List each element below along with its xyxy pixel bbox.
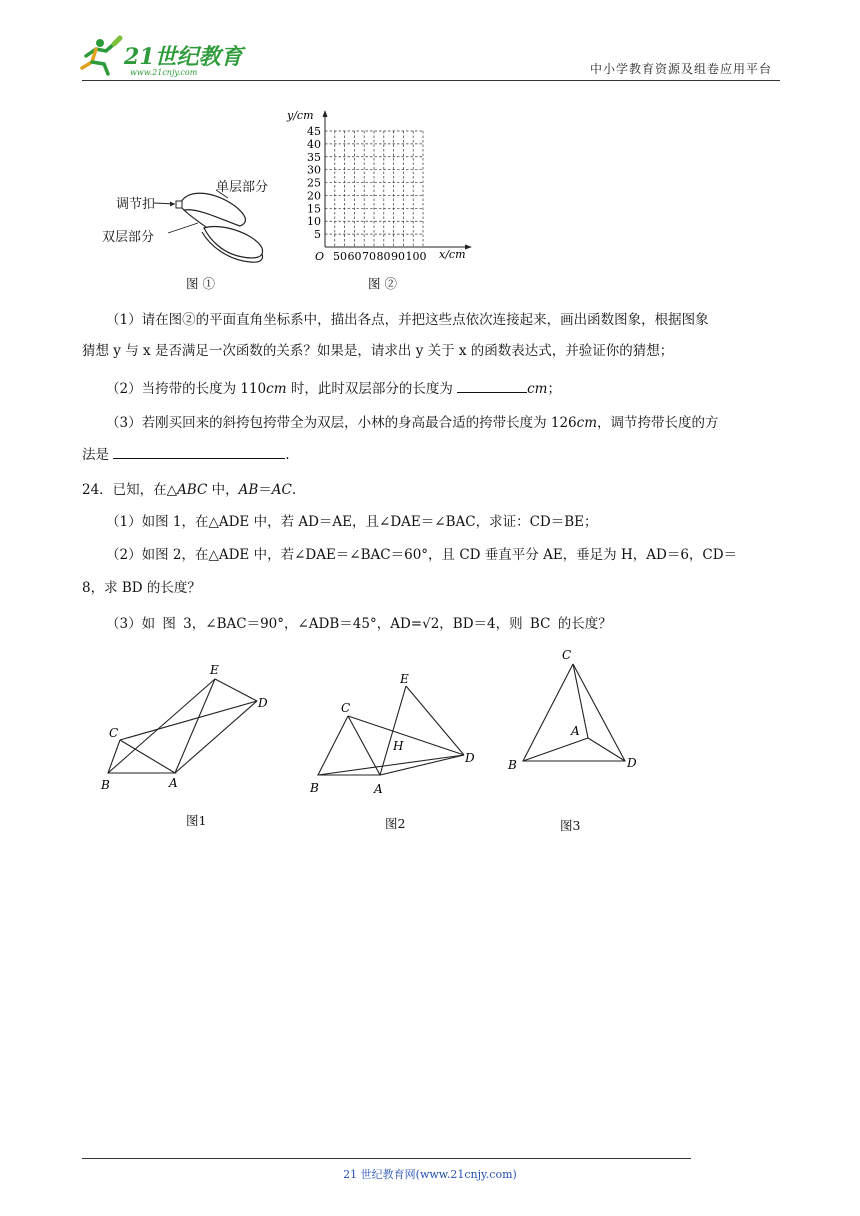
svg-text:A: A bbox=[374, 782, 383, 796]
footer-text: 21 世纪教育网(www.21cnjy.com) bbox=[343, 1168, 517, 1181]
platform-tagline: 中小学教育资源及组卷应用平台 bbox=[589, 62, 772, 76]
svg-text:C: C bbox=[109, 726, 119, 740]
triangle-figure-2 bbox=[300, 668, 490, 803]
y-tick-label: 5 bbox=[314, 228, 321, 242]
q23-part3-line1: （3）若刚买回来的斜挎包挎带全为双层，小林的身高最合适的挎带长度为 126cm，调节挎带长度的方 bbox=[106, 415, 719, 431]
svg-text:C: C bbox=[562, 648, 572, 662]
x-tick-label: 100 bbox=[405, 250, 427, 263]
answer-blank-3[interactable] bbox=[113, 444, 285, 459]
svg-text:www.21cnjy.com: www.21cnjy.com bbox=[130, 68, 198, 77]
triangle-figure-3 bbox=[500, 643, 650, 778]
site-logo bbox=[78, 34, 253, 78]
caption-fig1: 图1 bbox=[186, 813, 207, 828]
svg-text:E: E bbox=[210, 663, 219, 677]
svg-text:A: A bbox=[169, 776, 178, 790]
label-double-layer: 双层部分 bbox=[102, 230, 155, 245]
y-tick-label: 40 bbox=[307, 137, 321, 151]
svg-text:B: B bbox=[310, 781, 319, 795]
figure-3 bbox=[500, 643, 650, 778]
caption-fig3: 图3 bbox=[560, 818, 581, 833]
q23-part2: （2）当挎带的长度为 110cm 时，此时双层部分的长度为 cm； bbox=[106, 378, 561, 399]
svg-text:B: B bbox=[101, 778, 110, 792]
caption-fig2: 图2 bbox=[385, 816, 406, 831]
svg-text:y/cm: y/cm bbox=[287, 109, 314, 122]
caption-figure-2: 图 ② bbox=[368, 276, 397, 291]
x-tick-label: 50 bbox=[333, 250, 347, 263]
x-tick-label: 60 bbox=[347, 250, 362, 263]
svg-text:B: B bbox=[508, 758, 517, 772]
svg-text:C: C bbox=[341, 701, 351, 715]
q24-part2-line1: （2）如图 2，在△ADE 中，若∠DAE＝∠BAC＝60°，且 CD 垂直平分 AE，垂足为 H，AD＝6，CD＝ bbox=[106, 547, 738, 563]
q23-part3-line2: 法是 . bbox=[82, 444, 290, 465]
q24-intro: 24．已知，在△ABC 中，AB＝AC. bbox=[82, 482, 297, 498]
header-divider bbox=[82, 80, 780, 81]
q23-part1-line2: 猜想 y 与 x 是否满足一次函数的关系？如果是，请求出 y 关于 x 的函数表达式，并验证你的猜想； bbox=[82, 343, 674, 359]
triangle-figure-1 bbox=[95, 655, 280, 795]
svg-text:D: D bbox=[258, 696, 268, 710]
figure-2 bbox=[300, 668, 490, 803]
svg-text:21世纪教育: 21世纪教育 bbox=[124, 44, 243, 70]
svg-text:D: D bbox=[465, 751, 475, 765]
footer-divider bbox=[82, 1158, 691, 1159]
coordinate-grid bbox=[285, 105, 485, 270]
y-tick-label: 45 bbox=[307, 125, 321, 138]
x-tick-label: 80 bbox=[376, 250, 391, 263]
runner-logo-icon bbox=[78, 34, 253, 78]
label-single-layer: 单层部分 bbox=[216, 180, 269, 195]
y-tick-label: 30 bbox=[307, 163, 321, 177]
svg-text:E: E bbox=[400, 672, 409, 686]
svg-text:D: D bbox=[627, 756, 637, 770]
svg-text:O: O bbox=[315, 250, 325, 263]
label-buckle: 调节扣 bbox=[116, 197, 156, 212]
q24-part3: （3）如 图 3，∠BAC＝90°，∠ADB＝45°，AD=√2，BD＝4，则 BC 的长度？ bbox=[106, 616, 612, 632]
answer-blank-2[interactable] bbox=[457, 378, 527, 393]
x-tick-label: 70 bbox=[362, 250, 376, 263]
y-tick-label: 15 bbox=[307, 202, 321, 216]
svg-text:H: H bbox=[393, 739, 404, 753]
y-tick-label: 35 bbox=[307, 150, 321, 164]
y-tick-label: 10 bbox=[307, 215, 321, 229]
figure-1 bbox=[95, 655, 280, 795]
svg-text:A: A bbox=[571, 724, 580, 738]
y-tick-label: 25 bbox=[307, 176, 321, 190]
y-tick-label: 20 bbox=[307, 189, 321, 203]
q23-part1-line1: （1）请在图②的平面直角坐标系中，描出各点，并把这些点依次连接起来，画出函数图象，根据图象 bbox=[106, 312, 709, 328]
caption-figure-1: 图 ① bbox=[186, 276, 215, 291]
coordinate-grid-figure bbox=[285, 105, 485, 270]
svg-text:x/cm: x/cm bbox=[439, 248, 466, 261]
q24-part2-line2: 8，求 BD 的长度？ bbox=[82, 580, 201, 596]
x-tick-label: 90 bbox=[391, 250, 405, 263]
q24-part1: （1）如图 1，在△ADE 中，若 AD＝AE，且∠DAE＝∠BAC，求证：CD＝BE； bbox=[106, 514, 598, 530]
